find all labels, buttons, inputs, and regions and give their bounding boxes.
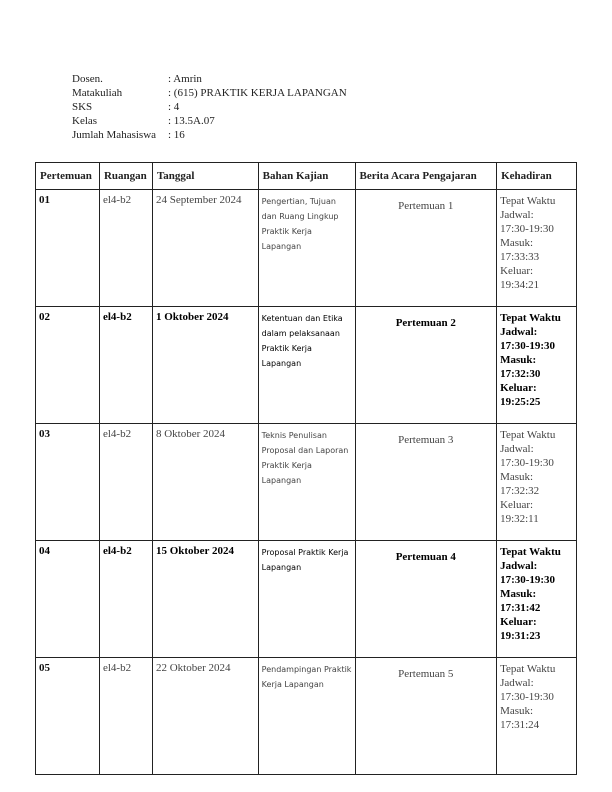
info-row-kelas [72, 114, 347, 128]
cell-bahan-kajian: Proposal Praktik Kerja Lapangan [258, 541, 355, 658]
jadwal-label: Jadwal: [500, 209, 534, 221]
jadwal-value: 17:30-19:30 [500, 340, 556, 352]
header-ruangan: Ruangan [99, 163, 152, 190]
cell-ruangan: el4-b2 [99, 658, 152, 775]
cell-bahan-kajian: Pengertian, Tujuan dan Ruang Lingkup Praktik Kerja Lapangan [258, 190, 355, 307]
keluar-value: 19:34:21 [500, 279, 540, 291]
masuk-label: Masuk: [500, 588, 537, 600]
cell-bahan-kajian: Pendampingan Praktik Kerja Lapangan [258, 658, 355, 775]
kehadiran-status: Tepat Waktu [500, 195, 556, 207]
keluar-label: Keluar: [500, 499, 534, 511]
kehadiran-status: Tepat Waktu [500, 312, 561, 324]
header-tanggal: Tanggal [152, 163, 258, 190]
cell-berita-acara: Pertemuan 1 [355, 190, 497, 307]
info-row-dosen [72, 72, 347, 86]
header-kehadiran: Kehadiran [497, 163, 577, 190]
masuk-value: 17:31:24 [500, 719, 540, 731]
cell-tanggal: 1 Oktober 2024 [152, 307, 258, 424]
keluar-label: Keluar: [500, 382, 537, 394]
table-row [36, 541, 577, 658]
jadwal-label: Jadwal: [500, 443, 534, 455]
keluar-value: 19:31:23 [500, 630, 541, 642]
jadwal-label: Jadwal: [500, 326, 538, 338]
info-label: Jumlah Mahasiswa [72, 129, 157, 141]
info-row-jumlah-mahasiswa [72, 128, 347, 142]
info-value: : 4 [168, 101, 180, 113]
table-row [36, 658, 577, 775]
info-label: Kelas [72, 115, 98, 127]
jadwal-value: 17:30-19:30 [500, 691, 554, 703]
cell-ruangan: el4-b2 [99, 541, 152, 658]
info-label: Matakuliah [72, 87, 123, 99]
jadwal-label: Jadwal: [500, 677, 534, 689]
info-value: : 16 [168, 129, 185, 141]
jadwal-label: Jadwal: [500, 560, 538, 572]
keluar-label: Keluar: [500, 265, 534, 277]
masuk-value: 17:32:32 [500, 485, 540, 497]
cell-berita-acara: Pertemuan 4 [355, 541, 497, 658]
cell-kehadiran [497, 190, 577, 307]
cell-tanggal: 8 Oktober 2024 [152, 424, 258, 541]
cell-ruangan: el4-b2 [99, 190, 152, 307]
kehadiran-status: Tepat Waktu [500, 546, 561, 558]
table-row [36, 190, 577, 307]
masuk-value: 17:32:30 [500, 368, 541, 380]
cell-kehadiran [497, 424, 577, 541]
keluar-value: 19:25:25 [500, 396, 541, 408]
cell-berita-acara: Pertemuan 2 [355, 307, 497, 424]
info-value: : Amrin [168, 73, 202, 85]
masuk-label: Masuk: [500, 705, 534, 717]
kehadiran-status: Tepat Waktu [500, 663, 556, 675]
info-row-matakuliah [72, 86, 347, 100]
cell-ruangan: el4-b2 [99, 307, 152, 424]
masuk-value: 17:33:33 [500, 251, 540, 263]
masuk-value: 17:31:42 [500, 602, 541, 614]
cell-pertemuan: 04 [36, 541, 100, 658]
info-row-sks [72, 100, 347, 114]
cell-pertemuan: 01 [36, 190, 100, 307]
jadwal-value: 17:30-19:30 [500, 457, 554, 469]
cell-tanggal: 15 Oktober 2024 [152, 541, 258, 658]
info-label: SKS [72, 101, 93, 113]
table-row [36, 424, 577, 541]
table-header-row [36, 163, 577, 190]
course-info [72, 72, 347, 142]
info-value: : (615) PRAKTIK KERJA LAPANGAN [168, 87, 347, 99]
masuk-label: Masuk: [500, 354, 537, 366]
cell-pertemuan: 02 [36, 307, 100, 424]
masuk-label: Masuk: [500, 471, 534, 483]
cell-bahan-kajian: Ketentuan dan Etika dalam pelaksanaan Praktik Kerja Lapangan [258, 307, 355, 424]
cell-berita-acara: Pertemuan 3 [355, 424, 497, 541]
keluar-label: Keluar: [500, 616, 537, 628]
cell-kehadiran [497, 658, 577, 775]
cell-tanggal: 22 Oktober 2024 [152, 658, 258, 775]
cell-berita-acara: Pertemuan 5 [355, 658, 497, 775]
info-label: Dosen. [72, 73, 103, 85]
attendance-table [35, 162, 577, 775]
cell-bahan-kajian: Teknis Penulisan Proposal dan Laporan Praktik Kerja Lapangan [258, 424, 355, 541]
cell-tanggal: 24 September 2024 [152, 190, 258, 307]
cell-kehadiran [497, 541, 577, 658]
kehadiran-status: Tepat Waktu [500, 429, 556, 441]
cell-pertemuan: 05 [36, 658, 100, 775]
jadwal-value: 17:30-19:30 [500, 223, 554, 235]
header-berita-acara: Berita Acara Pengajaran [355, 163, 497, 190]
header-bahan-kajian: Bahan Kajian [258, 163, 355, 190]
jadwal-value: 17:30-19:30 [500, 574, 556, 586]
header-pertemuan: Pertemuan [36, 163, 100, 190]
table-row [36, 307, 577, 424]
cell-kehadiran [497, 307, 577, 424]
cell-pertemuan: 03 [36, 424, 100, 541]
keluar-value: 19:32:11 [500, 513, 539, 525]
info-value: : 13.5A.07 [168, 115, 215, 127]
masuk-label: Masuk: [500, 237, 534, 249]
cell-ruangan: el4-b2 [99, 424, 152, 541]
